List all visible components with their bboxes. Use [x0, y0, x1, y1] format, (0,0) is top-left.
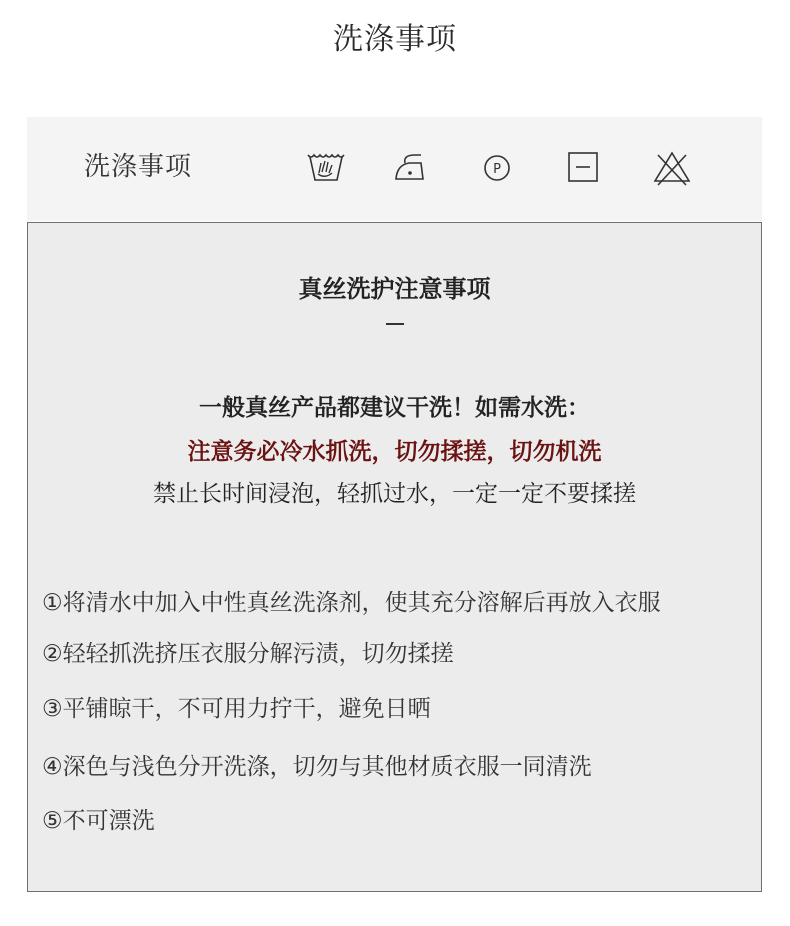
care-icon-bar-label: 洗涤事项 [84, 152, 193, 182]
notice-line-3: 禁止长时间浸泡，轻抓过水，一定一定不要揉搓 [153, 481, 636, 507]
step-item: ⑤不可漂洗 [42, 808, 155, 834]
step-item: ①将清水中加入中性真丝洗涤剂，使其充分溶解后再放入衣服 [42, 590, 661, 616]
dry-clean-p-icon [481, 147, 515, 187]
step-item: ②轻轻抓洗挤压衣服分解污渍，切勿揉搓 [42, 641, 454, 667]
title-divider [386, 323, 404, 325]
dry-flat-icon [566, 147, 600, 187]
no-bleach-icon [652, 147, 692, 187]
dry-clean-letter: P [493, 162, 501, 177]
panel-title: 真丝洗护注意事项 [298, 275, 491, 303]
hand-wash-icon [305, 147, 347, 187]
care-instructions-panel [27, 222, 762, 892]
notice-line-2: 注意务必冷水抓洗，切勿揉搓，切勿机洗 [187, 439, 602, 465]
step-item: ③平铺晾干，不可用力拧干，避免日晒 [42, 696, 431, 722]
page-title: 洗涤事项 [333, 22, 457, 57]
iron-low-icon [393, 147, 427, 187]
care-icon-bar [27, 117, 762, 221]
step-item: ④深色与浅色分开洗涤，切勿与其他材质衣服一同清洗 [42, 754, 592, 780]
notice-line-1: 一般真丝产品都建议干洗！如需水洗： [199, 395, 590, 421]
